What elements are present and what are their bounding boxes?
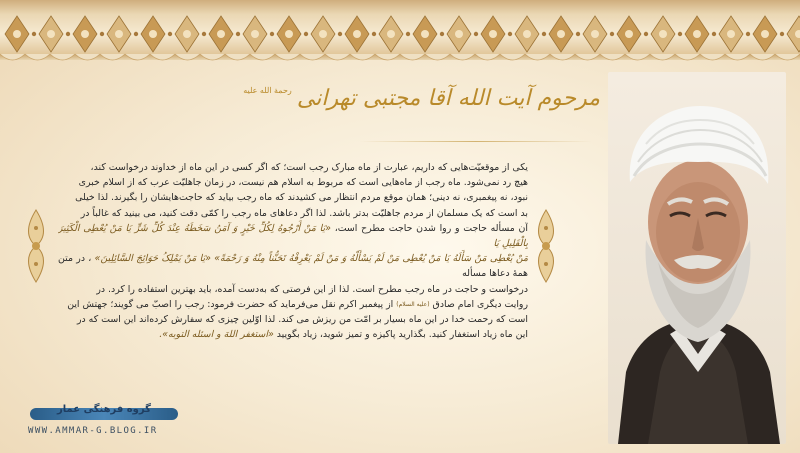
body-text: این ماه زیاد استغفار کنید. بگذارید پاکیزه و تمیز شوید، زیاد بگویید <box>276 329 528 341</box>
arabesque-tile <box>515 16 546 52</box>
arabic-prayer: «یَا مَنْ أَرْجُوهُ لِکُلِّ خَیْرٍ وَ آمَنُ سَخَطَهُ عِنْدَ کُلِّ شَرٍّ یَا مَنْ یُعْطِی الْکَثِیرَ بِالْقَلِیلِ یَا <box>58 222 528 250</box>
arabic-prayer: «استغفر اللهَ و اسئله التوبه». <box>159 329 274 341</box>
arabesque-tile <box>719 16 750 52</box>
band-scallop <box>775 54 800 60</box>
arabic-prayer: «یَا مَنْ یَمْلِکُ حَوَائِجَ السَّائِلِینَ» <box>94 253 211 265</box>
arabesque-tile <box>209 16 240 52</box>
page-title <box>243 86 600 144</box>
arabesque-tile <box>107 16 138 52</box>
band-scallop <box>50 54 75 60</box>
band-scallop <box>75 54 100 60</box>
band-scallop <box>700 54 725 60</box>
band-scallop <box>300 54 325 60</box>
band-scallop <box>350 54 375 60</box>
band-scallop <box>750 54 775 60</box>
band-scallop <box>200 54 225 60</box>
band-scallop <box>550 54 575 60</box>
arabesque-tile <box>39 16 70 52</box>
body-line: یکی از موقعیّت‌هایی که داریم، عبارت از ماه مبارک رجب است؛ که اگر کسی در این ماه از خداوند درخواست کند، <box>90 162 528 173</box>
ornamental-header-band <box>0 0 800 62</box>
band-scallop <box>125 54 150 60</box>
arabesque-tile <box>549 16 580 52</box>
arabesque-tile <box>311 16 342 52</box>
title-honorific: رحمة الله علیه <box>243 86 292 95</box>
portrait-illustration <box>608 72 786 444</box>
band-scallop <box>400 54 425 60</box>
body-line <box>58 327 528 342</box>
title-underline <box>360 141 592 142</box>
quote-body <box>58 160 528 360</box>
arabesque-tile <box>413 16 444 52</box>
arabesque-tile <box>787 16 800 52</box>
body-text: از پیغمبر اکرم نقل می‌فرماید که حضرت فرمود: رجب را اصبّ می گویند؛ جهتش این <box>67 298 394 310</box>
arabesque-tile <box>447 16 478 52</box>
left-side-ornament <box>22 208 50 284</box>
body-text: روایت دیگری امام صادق <box>432 298 528 310</box>
arabesque-tile <box>753 16 784 52</box>
band-scallop <box>500 54 525 60</box>
arabesque-tile <box>481 16 512 52</box>
band-scallop <box>425 54 450 60</box>
band-scallop <box>275 54 300 60</box>
band-scallop <box>675 54 700 60</box>
band-scallop <box>225 54 250 60</box>
body-line <box>58 297 528 312</box>
arabesque-pattern <box>0 0 800 62</box>
body-line: است که رحمت خدا در این ماه بسیار بر امّت من ریزش می کند. لذا اوّلین چیزی که سفارش کرده‌اند این است که در <box>77 314 528 326</box>
band-scallop <box>600 54 625 60</box>
band-scallop <box>325 54 350 60</box>
band-scallop <box>525 54 550 60</box>
arabesque-tile <box>141 16 172 52</box>
band-scallop <box>475 54 500 60</box>
arabesque-tile <box>685 16 716 52</box>
arabesque-tile <box>243 16 274 52</box>
site-url: WWW.AMMAR-G.BLOG.IR <box>28 426 158 436</box>
arabesque-tile <box>277 16 308 52</box>
logo-text: گروه فرهنگی عمار <box>57 404 151 415</box>
arabesque-tile <box>73 16 104 52</box>
body-line <box>58 221 528 251</box>
body-line: نبود، نه پیغمبری، نه دینی؛ همان موقع مردم انتظار می کشیدند که ماه رجب بیاید که حاجت‌هایشان را بگیرند. لذا خیلی <box>75 192 528 204</box>
honorific: (علیه السلام) <box>396 300 430 308</box>
arabic-prayer: مَنْ یُعْطِی مَنْ سَأَلَهُ یَا مَنْ یُعْطِی مَنْ لَمْ یَسْأَلْهُ وَ مَنْ لَمْ یَعْرِفْهُ تَحَنُّناً مِنْهُ وَ رَحْمَةً» <box>214 253 528 265</box>
arabesque-tile <box>617 16 648 52</box>
right-side-ornament <box>532 208 560 284</box>
body-line <box>58 251 528 281</box>
arabesque-tile <box>379 16 410 52</box>
band-scallop <box>100 54 125 60</box>
body-line: درخواست و حاجت در ماه رجب مطرح است. لذا از این فرصتی که به‌دست آمده، باید بهترین استفاده را کرد. در <box>96 283 528 295</box>
body-line: بد است که یک مسلمان از مردم جاهلیّت بدتر باشد. لذا اگر دعاهای ماه رجب را کمّی دقت کنید، می بینید که غالباً در <box>80 207 528 219</box>
band-scallop <box>450 54 475 60</box>
body-text: آن مسأله حاجت و روا شدن حاجت مطرح است، <box>334 222 528 234</box>
band-scallop <box>250 54 275 60</box>
band-scallop <box>175 54 200 60</box>
brand-logo <box>30 402 178 424</box>
band-scallop <box>25 54 50 60</box>
band-scallop <box>0 54 25 60</box>
arabesque-tile <box>5 16 36 52</box>
band-scallop <box>150 54 175 60</box>
band-scallop <box>650 54 675 60</box>
band-scallop <box>575 54 600 60</box>
body-line: هیچ رد نمی‌شود. ماه رجب از ماه‌هایی است که مربوط به اسلام هم نیست، در زمان جاهلیّت عرب که از اسلام خبری <box>78 177 528 189</box>
arabesque-tile <box>175 16 206 52</box>
body-text: ، در متن همهٔ دعاها مسأله <box>58 253 528 280</box>
arabesque-tile <box>345 16 376 52</box>
arabesque-tile <box>583 16 614 52</box>
arabesque-tile <box>651 16 682 52</box>
band-scallop <box>375 54 400 60</box>
title-name: مرحوم آیت الله آقا مجتبی تهرانی <box>296 86 600 111</box>
band-scallop <box>625 54 650 60</box>
cleric-portrait <box>608 72 786 444</box>
band-scallop <box>725 54 750 60</box>
